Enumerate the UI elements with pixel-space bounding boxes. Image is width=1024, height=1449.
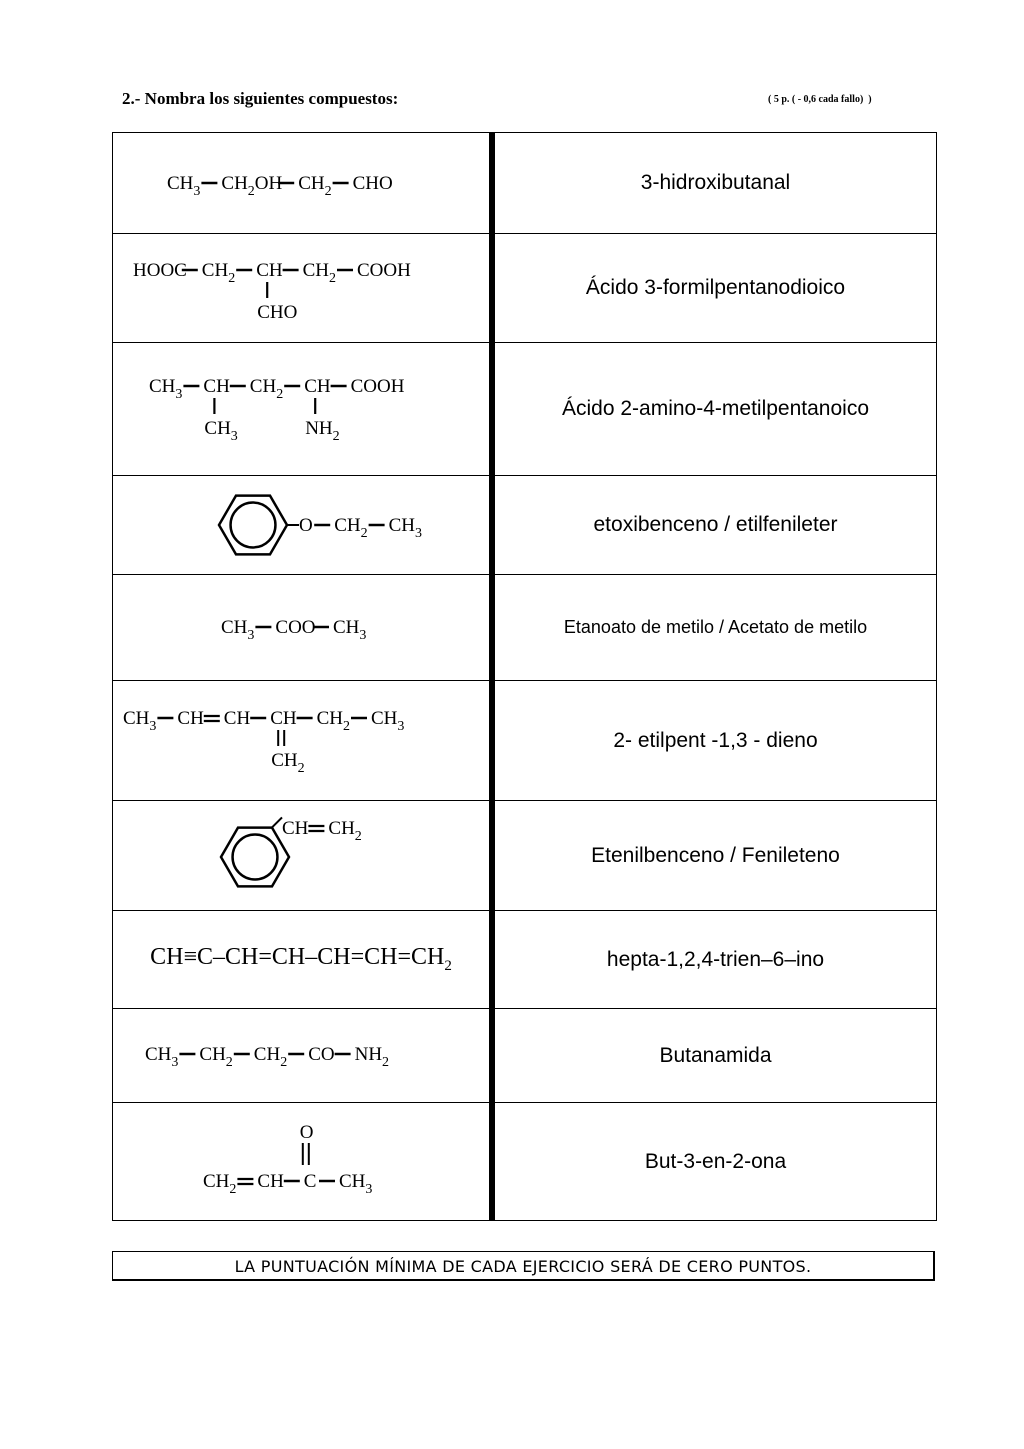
chemical-group xyxy=(167,173,200,199)
subscript: 3 xyxy=(415,525,423,541)
structure-cell xyxy=(113,681,493,801)
group-symbol: CH xyxy=(201,259,229,281)
group-symbol: CH xyxy=(298,172,325,194)
compound-row xyxy=(113,681,937,801)
aromatic-circle xyxy=(233,834,278,879)
structural-formula xyxy=(113,477,489,574)
group-symbol: COOH xyxy=(357,259,411,281)
group-symbol: CH xyxy=(257,1170,284,1192)
structural-formula xyxy=(113,344,489,475)
chemical-group xyxy=(334,515,367,541)
subscript: 2 xyxy=(276,386,284,402)
group-symbol: CH xyxy=(249,375,277,397)
group-symbol: CH xyxy=(204,417,231,439)
group-symbol: COOH xyxy=(350,375,405,397)
compound-row xyxy=(113,476,937,575)
subscript: 2 xyxy=(297,760,305,776)
subscript: 3 xyxy=(247,627,255,643)
chemical-group xyxy=(133,260,187,281)
group-symbol: CH xyxy=(177,707,204,729)
structure-cell xyxy=(113,234,493,343)
chemical-group xyxy=(256,260,283,281)
compound-row xyxy=(113,1103,937,1221)
group-symbol: CH xyxy=(282,817,309,839)
branch-group xyxy=(204,418,237,444)
chemical-group xyxy=(333,617,366,643)
chemical-group xyxy=(299,515,313,536)
compound-name: But-3-en-2-ona xyxy=(492,1103,937,1221)
subscript: 2 xyxy=(332,428,340,444)
group-symbol: CH xyxy=(123,707,150,729)
chemical-group xyxy=(308,1044,334,1065)
branch-group xyxy=(271,750,304,776)
group-symbol: CH xyxy=(199,1043,226,1065)
subscript: 3 xyxy=(359,627,367,643)
group-symbol: CH xyxy=(203,375,230,397)
benzene-ring xyxy=(221,827,289,886)
oxygen-atom: O xyxy=(299,1121,314,1143)
structure-cell xyxy=(113,133,493,234)
structure-cell xyxy=(113,343,493,476)
compound-name: Etanoato de metilo / Acetato de metilo xyxy=(492,575,937,681)
compound-name: hepta-1,2,4-trien–6–ino xyxy=(492,911,937,1009)
chemical-group xyxy=(339,1171,372,1197)
group-symbol: CH xyxy=(328,817,355,839)
chemical-group xyxy=(145,1044,178,1070)
subscript: 2 xyxy=(324,183,332,199)
group-symbol: C xyxy=(303,1170,317,1192)
structural-formula xyxy=(113,134,489,233)
group-symbol: CH xyxy=(149,375,176,397)
group-symbol: CH xyxy=(253,1043,281,1065)
group-symbol: CH xyxy=(223,707,251,729)
group-symbol: CH xyxy=(203,1170,230,1192)
chemical-group xyxy=(304,1171,317,1192)
group-symbol: CHO xyxy=(352,172,393,194)
aromatic-circle xyxy=(231,502,276,547)
chemical-group xyxy=(149,376,182,402)
compound-row xyxy=(113,1009,937,1103)
structural-formula xyxy=(113,802,489,910)
group-symbol: OH xyxy=(254,172,283,194)
structure-cell xyxy=(113,1009,493,1103)
subscript: 2 xyxy=(280,1054,288,1070)
compound-row xyxy=(113,133,937,234)
subscript: 2 xyxy=(343,718,351,734)
chemical-group xyxy=(275,617,315,638)
group-symbol: CHO xyxy=(257,301,298,323)
structural-formula xyxy=(113,1010,489,1102)
chemical-group xyxy=(371,708,404,734)
chemical-group xyxy=(353,173,393,194)
group-symbol: CH xyxy=(304,375,331,397)
subscript: 3 xyxy=(193,183,201,199)
compound-name: Ácido 2-amino-4-metilpentanoico xyxy=(492,343,937,476)
group-symbol: CH xyxy=(371,707,398,729)
group-symbol: CH xyxy=(145,1043,172,1065)
subscript: 2 xyxy=(444,957,452,974)
structure-cell xyxy=(113,801,493,911)
chemical-group xyxy=(254,1044,287,1070)
structure-cell xyxy=(113,911,493,1009)
compound-name: Butanamida xyxy=(492,1009,937,1103)
group-symbol: COO xyxy=(275,616,316,638)
group-symbol: CO xyxy=(308,1043,335,1065)
chemical-group xyxy=(328,818,361,844)
group-symbol: O xyxy=(299,514,313,536)
compound-name: Etenilbenceno / Fenileteno xyxy=(492,801,937,911)
branch-group xyxy=(305,418,339,444)
group-symbol: CH xyxy=(334,514,361,536)
compound-name: Ácido 3-formilpentanodioico xyxy=(492,234,937,343)
ring-bond xyxy=(272,817,282,827)
compound-row xyxy=(113,343,937,476)
group-symbol: HOOC xyxy=(133,259,187,281)
chemical-group xyxy=(221,617,254,643)
formula-text: CH≡C–CH=CH–CH=CH=CH xyxy=(150,944,445,971)
chemical-group xyxy=(202,260,235,286)
chemical-group xyxy=(355,1044,389,1070)
structure-cell xyxy=(113,575,493,681)
group-symbol: CH xyxy=(256,259,283,281)
chemical-group xyxy=(351,376,405,397)
chemical-group xyxy=(199,1044,232,1070)
compound-row xyxy=(113,911,937,1009)
chemical-group xyxy=(123,708,156,734)
group-symbol: CH xyxy=(221,172,248,194)
group-symbol: CH xyxy=(302,259,330,281)
chemical-group xyxy=(203,1171,236,1197)
subscript: 2 xyxy=(360,525,368,541)
group-symbol: CH xyxy=(270,707,297,729)
subscript: 2 xyxy=(225,1054,233,1070)
subscript: 2 xyxy=(247,183,255,199)
subscript: 2 xyxy=(354,828,362,844)
benzene-ring xyxy=(219,495,287,554)
group-symbol: CH xyxy=(333,616,360,638)
subscript: 2 xyxy=(382,1054,390,1070)
chemical-group xyxy=(389,515,422,541)
structural-formula xyxy=(113,576,489,680)
chemical-group xyxy=(224,708,251,729)
group-symbol: NH xyxy=(305,417,333,439)
subscript: 2 xyxy=(229,1181,237,1197)
subscript: 2 xyxy=(228,270,236,286)
subscript: 2 xyxy=(329,270,337,286)
chemical-group xyxy=(177,708,204,729)
subscript: 3 xyxy=(365,1181,373,1197)
group-symbol: CH xyxy=(167,172,194,194)
group-symbol: CH xyxy=(339,1170,366,1192)
compound-row xyxy=(113,801,937,911)
condensed-formula xyxy=(113,944,489,975)
chemical-group xyxy=(250,376,283,402)
chemical-group xyxy=(303,260,336,286)
chemical-group xyxy=(304,376,331,397)
subscript: 3 xyxy=(171,1054,179,1070)
subscript: 3 xyxy=(397,718,405,734)
subscript: 3 xyxy=(149,718,157,734)
structure-cell xyxy=(113,1103,493,1221)
subscript: 3 xyxy=(175,386,183,402)
chemical-group xyxy=(282,818,309,839)
chemical-group xyxy=(257,1171,284,1192)
chemical-group xyxy=(270,708,297,729)
group-symbol: CH xyxy=(221,616,248,638)
compounds-table xyxy=(112,132,937,1221)
group-symbol: CH xyxy=(316,707,344,729)
compound-row xyxy=(113,234,937,343)
compound-name: 3-hidroxibutanal xyxy=(492,133,937,234)
structural-formula xyxy=(113,1104,489,1220)
chemical-group xyxy=(203,376,230,397)
group-symbol: CH xyxy=(388,514,416,536)
chemical-group xyxy=(221,173,282,199)
compound-name: etoxibenceno / etilfenileter xyxy=(492,476,937,575)
structural-formula xyxy=(113,235,489,342)
compound-name: 2- etilpent -1,3 - dieno xyxy=(492,681,937,801)
exercise-heading: 2.- Nombra los siguientes compuestos: xyxy=(122,89,399,108)
group-symbol: NH xyxy=(354,1043,383,1065)
chemical-group xyxy=(298,173,331,199)
compound-row xyxy=(113,575,937,681)
structural-formula xyxy=(113,682,489,800)
group-symbol: CH xyxy=(271,749,298,771)
structure-cell xyxy=(113,476,493,575)
chemical-group xyxy=(357,260,411,281)
chemical-group xyxy=(317,708,350,734)
minimum-score-note: LA PUNTUACIÓN MÍNIMA DE CADA EJERCICIO SERÁ DE CERO PUNTOS. xyxy=(112,1251,935,1281)
subscript: 3 xyxy=(230,428,238,444)
points-note: ( 5 p. ( - 0,6 cada fallo) ) xyxy=(768,94,872,105)
branch-group xyxy=(257,302,297,323)
